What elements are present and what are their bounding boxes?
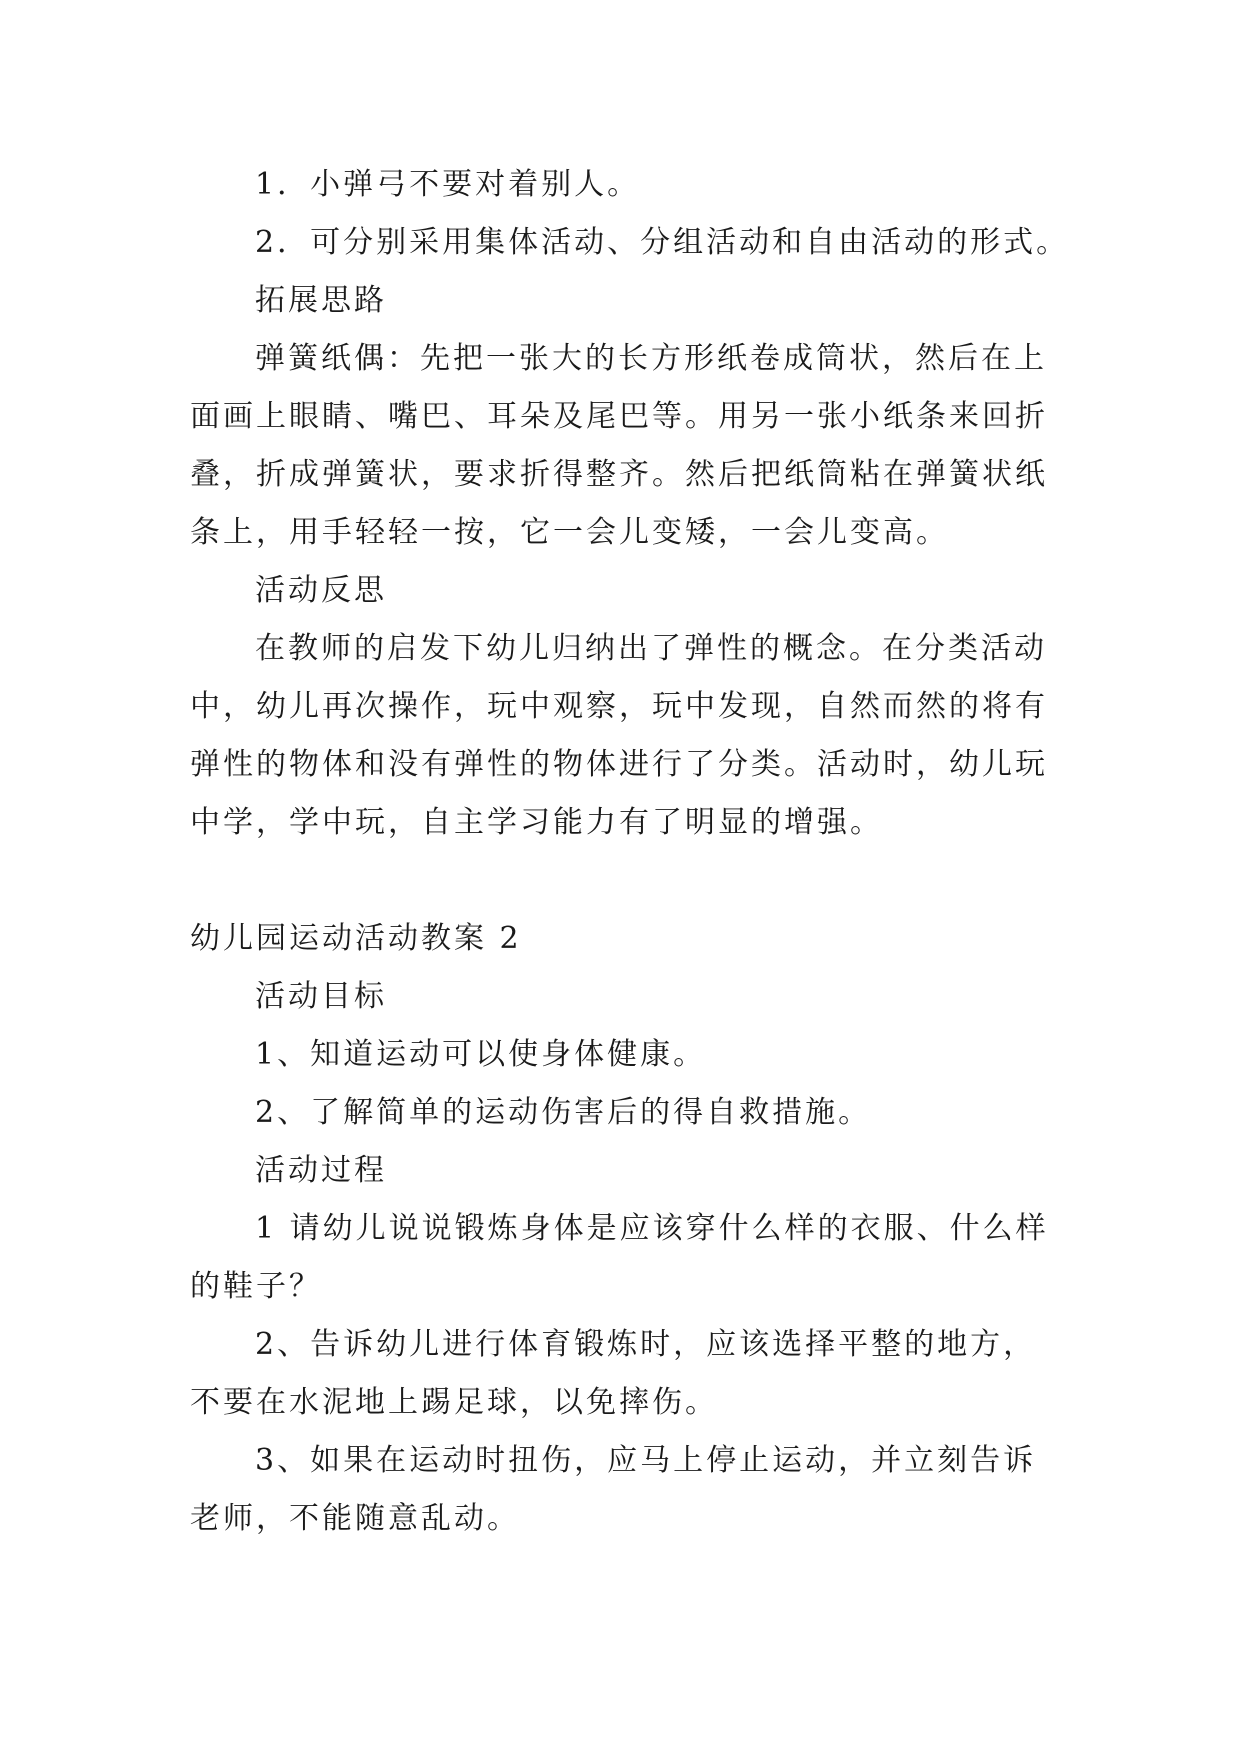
text-line: 中，幼儿再次操作，玩中观察，玩中发现，自然而然的将有: [190, 689, 1048, 724]
section-heading: 活动目标: [255, 979, 387, 1014]
text-line: 面画上眼睛、嘴巴、耳朵及尾巴等。用另一张小纸条来回折: [190, 399, 1048, 434]
text-line: 3、如果在运动时扭伤，应马上停止运动，并立刻告诉: [255, 1443, 1037, 1478]
text-line: 1．小弹弓不要对着别人。: [255, 167, 641, 202]
text-line: 条上，用手轻轻一按，它一会儿变矮，一会儿变高。: [190, 515, 949, 550]
section-heading: 拓展思路: [255, 283, 387, 318]
text-line: 不要在水泥地上踢足球，以免摔伤。: [190, 1385, 718, 1420]
text-line: 1、知道运动可以使身体健康。: [255, 1037, 707, 1072]
text-line: 中学，学中玩，自主学习能力有了明显的增强。: [190, 805, 883, 840]
text-line: 2．可分别采用集体活动、分组活动和自由活动的形式。: [255, 225, 1070, 260]
text-line: 叠，折成弹簧状，要求折得整齐。然后把纸筒粘在弹簧状纸: [190, 457, 1048, 492]
section-heading: 活动过程: [255, 1153, 387, 1188]
text-line: 2、告诉幼儿进行体育锻炼时，应该选择平整的地方，: [255, 1327, 1037, 1362]
text-line: 弹簧纸偶：先把一张大的长方形纸卷成筒状，然后在上: [255, 341, 1047, 376]
text-line: 弹性的物体和没有弹性的物体进行了分类。活动时，幼儿玩: [190, 747, 1048, 782]
section-heading: 活动反思: [255, 573, 387, 608]
document-title: 幼儿园运动活动教案 2: [190, 921, 522, 956]
text-line: 的鞋子？: [190, 1269, 322, 1304]
text-line: 1 请幼儿说说锻炼身体是应该穿什么样的衣服、什么样: [255, 1211, 1049, 1246]
text-line: 2、了解简单的运动伤害后的得自救措施。: [255, 1095, 872, 1130]
text-line: 在教师的启发下幼儿归纳出了弹性的概念。在分类活动: [255, 631, 1047, 666]
text-line: 老师，不能随意乱动。: [190, 1501, 520, 1536]
